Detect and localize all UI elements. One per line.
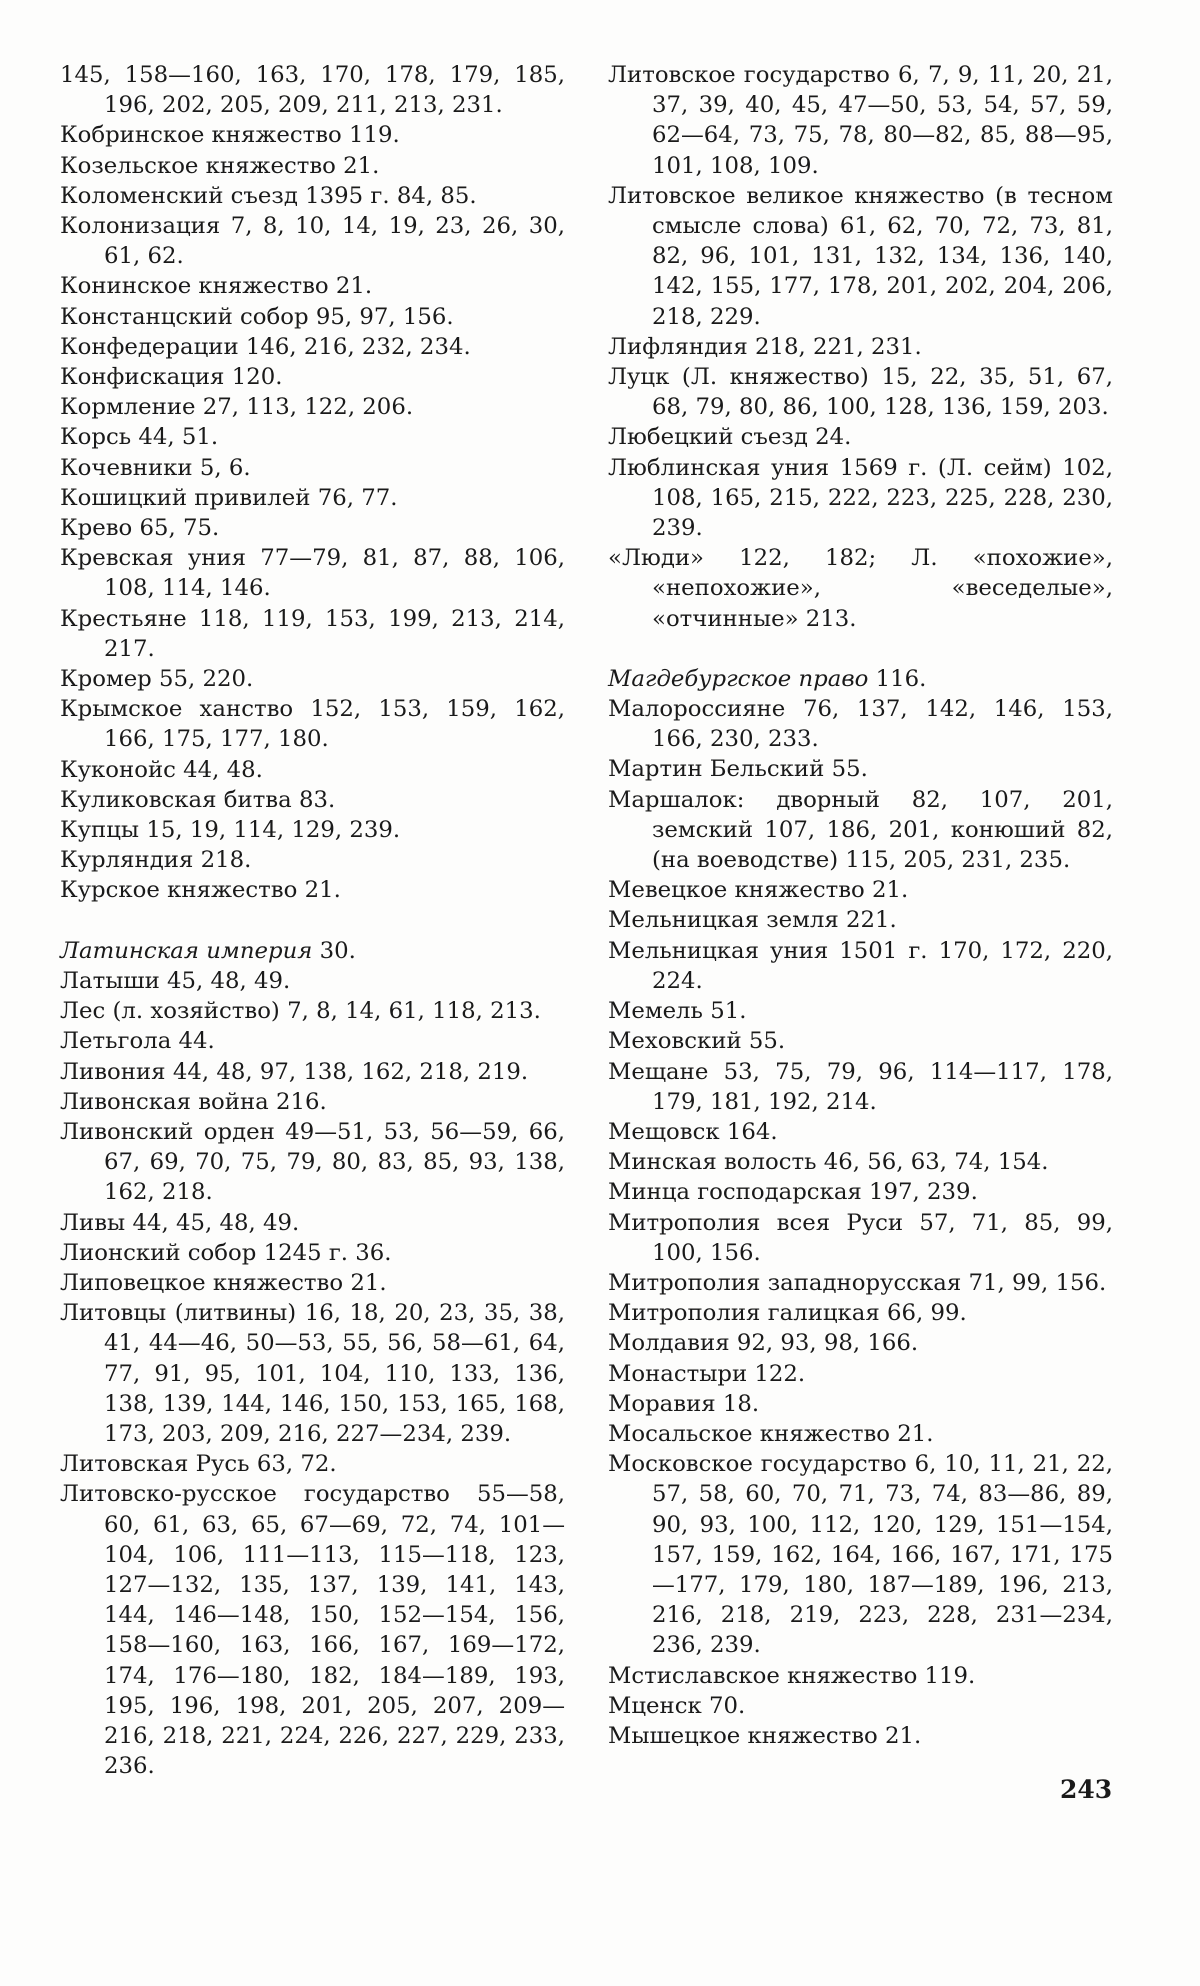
index-entry xyxy=(60,664,565,694)
entry-page-refs: 21. xyxy=(872,877,909,904)
entry-page-refs: 71, 99, 156. xyxy=(968,1269,1107,1296)
entry-page-refs: 16, 18, 20, 23, 35, 38, 41, 44—46, 50—53, 55, 56, 58—61, 64, 77, 91, 95, 101, 104, 110, 133, 136, 138, 139, 144, 146, 150, 153, 165, 168, 173, 203, 209, 216, 227—234, 239. xyxy=(104,1300,565,1447)
index-entry xyxy=(608,875,1113,905)
entry-page-refs: 55. xyxy=(748,1028,786,1055)
index-entry xyxy=(60,875,565,905)
entry-heading: Курское княжество xyxy=(60,877,298,904)
entry-heading: Мельницкая земля xyxy=(608,907,839,934)
entry-heading: «Люди» xyxy=(608,545,704,572)
left-index-column xyxy=(60,60,565,1781)
entry-heading: Кормление xyxy=(60,394,196,421)
entry-page-refs: 21. xyxy=(897,1420,934,1447)
index-entry xyxy=(608,181,1113,332)
entry-page-refs: 221. xyxy=(846,907,897,934)
entry-page-refs: 21. xyxy=(335,273,373,300)
entry-heading: Курляндия xyxy=(60,847,194,874)
entry-page-refs: 15, 22, 35, 51, 67, 68, 79, 80, 86, 100, 128, 136, 159, 203. xyxy=(652,364,1113,421)
entry-heading: Липовецкое княжество xyxy=(60,1269,344,1296)
entry-heading: Куликовская битва xyxy=(60,786,292,813)
entry-heading: Ливонский орден xyxy=(60,1118,275,1145)
index-entry xyxy=(608,1298,1113,1328)
index-entry xyxy=(60,392,565,422)
index-entry xyxy=(608,754,1113,784)
entry-heading: Молдавия xyxy=(608,1330,730,1357)
entry-page-refs: 152, 153, 159, 162, 166, 175, 177, 180. xyxy=(104,696,566,753)
entry-heading: Минца господарская xyxy=(608,1179,862,1206)
index-entry xyxy=(60,966,565,996)
index-entry xyxy=(60,785,565,815)
entry-page-refs: 18. xyxy=(722,1390,760,1417)
entry-heading: Меховский xyxy=(608,1028,742,1055)
entry-heading: Летьгола xyxy=(60,1028,172,1055)
index-entry xyxy=(60,60,565,120)
entry-heading: Мевецкое княжество xyxy=(608,877,865,904)
index-entry xyxy=(608,996,1113,1026)
entry-page-refs: 21. xyxy=(885,1722,922,1749)
entry-page-refs: 77—79, 81, 87, 88, 106, 108, 114, 146. xyxy=(104,545,565,602)
index-entry xyxy=(60,1057,565,1087)
entry-heading: Корсь xyxy=(60,424,132,451)
entry-page-refs: 51. xyxy=(710,998,747,1025)
index-entry xyxy=(608,936,1113,996)
index-entry xyxy=(60,120,565,150)
index-entry xyxy=(608,1057,1113,1117)
entry-heading: Митрополия западнорусская xyxy=(608,1269,962,1296)
index-entry xyxy=(608,1419,1113,1449)
entry-heading: Козельское княжество xyxy=(60,152,336,179)
index-entry xyxy=(608,362,1113,422)
index-entry xyxy=(60,845,565,875)
entry-page-refs: 44, 51. xyxy=(138,424,219,451)
entry-page-refs: 44, 48, 97, 138, 162, 218, 219. xyxy=(172,1058,529,1085)
entry-heading: Латыши xyxy=(60,967,160,994)
entry-heading: Кочевники xyxy=(60,454,193,481)
entry-page-refs: 21. xyxy=(350,1269,387,1296)
entry-page-refs: 63, 72. xyxy=(256,1451,337,1478)
index-entry xyxy=(60,1268,565,1298)
entry-page-refs: 7, 8, 10, 14, 19, 23, 26, 30, 61, 62. xyxy=(104,213,565,270)
index-entry xyxy=(608,422,1113,452)
index-entry xyxy=(608,1691,1113,1721)
entry-page-refs: 82, 107, 201, земский 107, 186, 201, конюший 82, (на воеводстве) 115, 205, 231, 235. xyxy=(652,786,1113,874)
index-entry xyxy=(60,332,565,362)
entry-page-refs: 6, 10, 11, 21, 22, 57, 58, 60, 70, 71, 73, 74, 83—86, 89, 90, 93, 100, 112, 120, 129, 151—154, 157, 159, 162, 164, 166, 167, 171, 175—177, 179, 180, 187—189, 196, 213, 216, 218, 219, 223, 228, 231—234, 236, 239. xyxy=(652,1451,1113,1659)
entry-page-refs: 55—58, 60, 61, 63, 65, 67—69, 72, 74, 101—104, 106, 111—113, 115—118, 123, 127—132, 135, 137, 139, 141, 143, 144, 146—148, 150, 152—154, 156, 158—160, 163, 166, 167, 169—172, 174, 176—180, 182, 184—189, 193, 195, 196, 198, 201, 205, 207, 209—216, 218, 221, 224, 226, 227, 229, 233, 236. xyxy=(104,1481,565,1780)
index-entry xyxy=(608,543,1113,634)
index-entry xyxy=(608,1328,1113,1358)
entry-page-refs: 36. xyxy=(355,1239,392,1266)
entry-page-refs: 44, 48. xyxy=(183,756,263,783)
entry-page-refs: 6, 7, 9, 11, 20, 21, 37, 39, 40, 45, 47—50, 53, 54, 57, 59, 62—64, 73, 75, 78, 80—82, 85, 88—95, 101, 108, 109. xyxy=(652,62,1114,179)
entry-heading: Луцк (Л. княжество) xyxy=(608,364,869,391)
index-entry xyxy=(60,362,565,392)
entry-page-refs: 95, 97, 156. xyxy=(315,303,454,330)
entry-page-refs: 21. xyxy=(343,152,380,179)
index-entry xyxy=(60,1479,565,1781)
entry-heading: Латинская империя xyxy=(60,937,313,964)
entry-page-refs: 197, 239. xyxy=(869,1179,978,1206)
index-entry xyxy=(60,1449,565,1479)
entry-heading: Конинское княжество xyxy=(60,273,329,300)
entry-page-refs: 76, 137, 142, 146, 153, 166, 230, 233. xyxy=(652,696,1113,753)
entry-heading: Ливония xyxy=(60,1058,166,1085)
entry-page-refs: 21. xyxy=(304,877,341,904)
entry-page-refs: 45, 48, 49. xyxy=(167,967,291,994)
entry-heading: Констанцский собор xyxy=(60,303,309,330)
entry-page-refs: 145, 158—160, 163, 170, 178, 179, 185, 196, 202, 205, 209, 211, 213, 231. xyxy=(60,62,565,119)
entry-heading: Литовская Русь xyxy=(60,1451,250,1478)
letter-gap xyxy=(60,906,565,936)
entry-heading: Коломенский съезд 1395 г. xyxy=(60,182,390,209)
entry-page-refs: 216. xyxy=(276,1088,327,1115)
entry-heading: Митрополия галицкая xyxy=(608,1300,880,1327)
entry-page-refs: 102, 108, 165, 215, 222, 223, 225, 228, 230, 239. xyxy=(652,454,1113,542)
index-entry xyxy=(60,181,565,211)
index-entry xyxy=(608,1268,1113,1298)
entry-heading: Купцы xyxy=(60,817,140,844)
index-entry xyxy=(60,1117,565,1208)
entry-page-refs: 44, 45, 48, 49. xyxy=(132,1209,300,1236)
entry-page-refs: 61, 62, 70, 72, 73, 81, 82, 96, 101, 131, 132, 134, 136, 140, 142, 155, 177, 178, 201, 202, 204, 206, 218, 229. xyxy=(652,213,1114,330)
entry-heading: Кошицкий привилей xyxy=(60,484,311,511)
entry-heading: Ливонская война xyxy=(60,1088,269,1115)
entry-page-refs: 65, 75. xyxy=(139,515,220,542)
right-index-column xyxy=(608,60,1113,1751)
index-entry xyxy=(608,1177,1113,1207)
entry-heading: Мещовск xyxy=(608,1118,720,1145)
entry-heading: Кревская уния xyxy=(60,545,247,572)
entry-heading: Кобринское княжество xyxy=(60,122,342,149)
entry-heading: Литовско-русское государство xyxy=(60,1481,450,1508)
entry-page-refs: 120. xyxy=(231,364,283,391)
index-entry xyxy=(60,543,565,603)
entry-page-refs: 218. xyxy=(200,847,252,874)
index-entry xyxy=(60,815,565,845)
entry-heading: Магдебургское право xyxy=(608,665,869,692)
entry-page-refs: 122. xyxy=(754,1360,806,1387)
index-entry xyxy=(608,332,1113,362)
entry-heading: Любецкий съезд xyxy=(608,424,808,451)
entry-page-refs: 55, 220. xyxy=(159,666,254,693)
entry-heading: Мемель xyxy=(608,998,703,1025)
entry-heading: Маршалок: дворный xyxy=(608,786,880,813)
entry-page-refs: 83. xyxy=(298,786,336,813)
index-entry xyxy=(60,1208,565,1238)
entry-heading: Мартин Бельский xyxy=(608,756,825,783)
index-entry xyxy=(608,1661,1113,1691)
index-entry xyxy=(60,996,565,1026)
index-entry xyxy=(608,1721,1113,1751)
entry-heading: Мышецкое княжество xyxy=(608,1722,878,1749)
entry-heading: Кромер xyxy=(60,666,152,693)
entry-heading: Лес (л. хозяйство) xyxy=(60,998,280,1025)
entry-page-refs: 53, 75, 79, 96, 114—117, 178, 179, 181, 192, 214. xyxy=(652,1058,1114,1115)
entry-page-refs: 7, 8, 14, 61, 118, 213. xyxy=(287,998,541,1025)
entry-heading: Литовцы (литвины) xyxy=(60,1300,297,1327)
index-entry xyxy=(60,513,565,543)
index-entry xyxy=(60,755,565,785)
entry-heading: Лифляндия xyxy=(608,333,748,360)
entry-heading: Конфискация xyxy=(60,364,225,391)
entry-page-refs: 218, 221, 231. xyxy=(754,333,922,360)
entry-heading: Литовское государство xyxy=(608,62,890,88)
index-entry xyxy=(608,905,1113,935)
index-entry xyxy=(608,1117,1113,1147)
entry-heading: Моравия xyxy=(608,1390,716,1417)
index-entry xyxy=(60,302,565,332)
entry-heading: Куконойс xyxy=(60,756,176,783)
entry-page-refs: 57, 71, 85, 99, 100, 156. xyxy=(652,1209,1114,1266)
index-entry xyxy=(60,211,565,271)
index-entry xyxy=(608,694,1113,754)
index-entry xyxy=(608,664,1113,694)
index-entry xyxy=(60,1238,565,1268)
entry-page-refs: 44. xyxy=(178,1028,215,1055)
entry-heading: Ливы xyxy=(60,1209,126,1236)
index-entry xyxy=(60,453,565,483)
index-entry xyxy=(60,483,565,513)
entry-page-refs: 15, 19, 114, 129, 239. xyxy=(146,817,401,844)
index-entry xyxy=(608,1026,1113,1056)
entry-heading: Литовское великое княжество (в тесном смысле слова) xyxy=(608,182,1113,240)
entry-heading: Монастыри xyxy=(608,1360,748,1387)
index-entry xyxy=(608,60,1113,181)
index-entry xyxy=(60,151,565,181)
entry-page-refs: 122, 182; Л. «похожие», «непохожие», «веседелые», «отчинные» 213. xyxy=(652,545,1113,632)
entry-heading: Мстиславское княжество xyxy=(608,1662,918,1689)
index-entry xyxy=(60,271,565,301)
entry-page-refs: 116. xyxy=(875,665,927,692)
index-entry xyxy=(60,604,565,664)
index-entry xyxy=(608,785,1113,876)
entry-heading: Конфедерации xyxy=(60,333,239,360)
entry-page-refs: 70. xyxy=(708,1692,746,1719)
page-number: 243 xyxy=(1060,1775,1113,1804)
entry-page-refs: 118, 119, 153, 199, 213, 214, 217. xyxy=(104,605,565,662)
entry-page-refs: 24. xyxy=(815,424,852,451)
index-entry xyxy=(60,422,565,452)
index-entry xyxy=(608,1389,1113,1419)
entry-heading: Мценск xyxy=(608,1692,702,1719)
entry-page-refs: 30. xyxy=(319,937,356,964)
entry-page-refs: 46, 56, 63, 74, 154. xyxy=(823,1149,1049,1176)
index-entry xyxy=(608,453,1113,544)
index-entry xyxy=(60,1298,565,1449)
index-entry xyxy=(60,694,565,754)
entry-heading: Лионский собор 1245 г. xyxy=(60,1239,349,1266)
entry-page-refs: 92, 93, 98, 166. xyxy=(736,1330,919,1357)
entry-page-refs: 49—51, 53, 56—59, 66, 67, 69, 70, 75, 79, 80, 83, 85, 93, 138, 162, 218. xyxy=(104,1118,565,1206)
entry-page-refs: 76, 77. xyxy=(317,484,398,511)
entry-page-refs: 55. xyxy=(831,756,868,783)
entry-page-refs: 164. xyxy=(726,1118,778,1145)
index-entry xyxy=(608,1449,1113,1660)
index-entry xyxy=(608,1208,1113,1268)
entry-heading: Мельницкая уния 1501 г. xyxy=(608,937,928,964)
entry-page-refs: 146, 216, 232, 234. xyxy=(245,333,471,360)
entry-heading: Митрополия всея Руси xyxy=(608,1209,904,1236)
entry-heading: Малороссияне xyxy=(608,696,786,723)
letter-gap xyxy=(608,634,1113,664)
entry-heading: Мосальское княжество xyxy=(608,1420,891,1447)
index-entry xyxy=(60,1026,565,1056)
entry-heading: Крестьяне xyxy=(60,605,187,632)
entry-page-refs: 66, 99. xyxy=(887,1300,967,1327)
entry-page-refs: 5, 6. xyxy=(199,454,251,481)
entry-heading: Минская волость xyxy=(608,1149,817,1176)
entry-heading: Московское государство xyxy=(608,1451,907,1478)
entry-page-refs: 119. xyxy=(349,122,400,149)
entry-page-refs: 170, 172, 220, 224. xyxy=(652,937,1113,994)
index-entry xyxy=(608,1359,1113,1389)
entry-page-refs: 119. xyxy=(924,1662,976,1689)
entry-heading: Колонизация xyxy=(60,213,221,240)
entry-heading: Люблинская уния 1569 г. (Л. сейм) xyxy=(608,454,1052,481)
index-entry xyxy=(608,1147,1113,1177)
entry-heading: Крымское ханство xyxy=(60,696,294,723)
entry-heading: Крево xyxy=(60,515,133,542)
index-entry xyxy=(60,1087,565,1117)
entry-heading: Мещане xyxy=(608,1058,709,1085)
entry-page-refs: 84, 85. xyxy=(396,182,477,209)
entry-page-refs: 27, 113, 122, 206. xyxy=(202,394,414,421)
index-entry xyxy=(60,936,565,966)
